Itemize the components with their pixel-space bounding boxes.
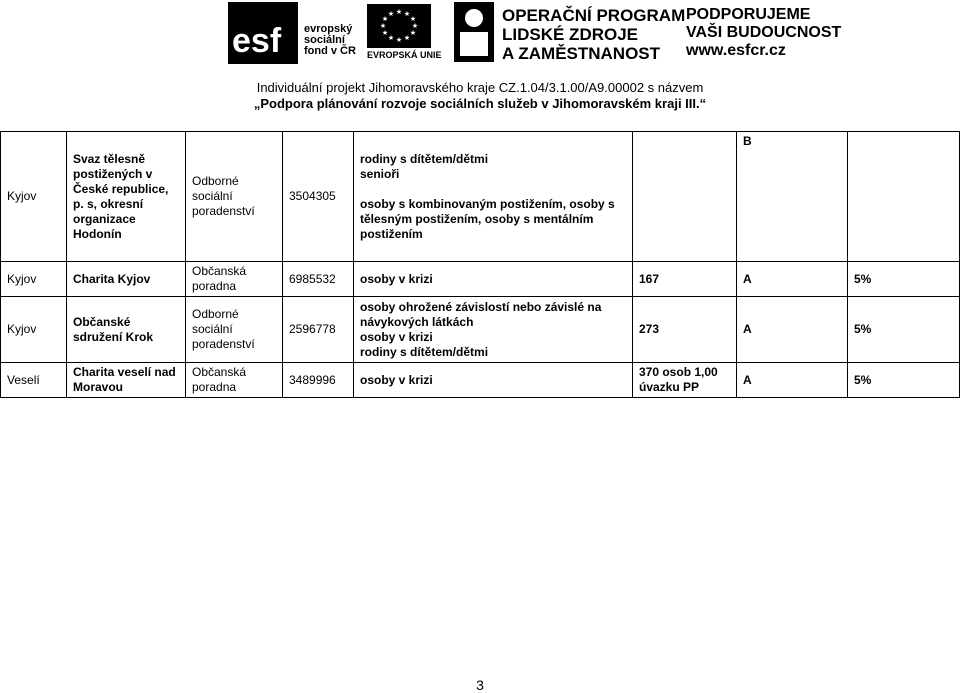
organization-cell: Charita veselí nad Moravou xyxy=(67,363,186,398)
program-line: LIDSKÉ ZDROJE xyxy=(502,25,639,44)
service-type-cell: Odborné sociální poradenství xyxy=(186,297,283,363)
svg-text:★: ★ xyxy=(409,15,417,23)
service-type-cell: Občanská poradna xyxy=(186,363,283,398)
svg-text:★: ★ xyxy=(379,22,387,30)
support-line: VAŠI BUDOUCNOST xyxy=(686,24,842,41)
target-group-line: osoby v krizi xyxy=(360,329,433,344)
category-cell: A xyxy=(737,262,848,297)
percent-cell: 5% xyxy=(848,363,960,398)
support-slogan xyxy=(686,6,841,60)
target-group-cell xyxy=(354,297,633,363)
esf-logo-icon xyxy=(228,2,298,64)
project-name: „Podpora plánování rozvoje sociálních služeb v Jihomoravském kraji III.“ xyxy=(253,96,707,111)
place-cell: Kyjov xyxy=(1,132,67,262)
service-type-cell: Občanská poradna xyxy=(186,262,283,297)
support-url: www.esfcr.cz xyxy=(686,42,786,59)
service-type-cell: Odborné sociální poradenství xyxy=(186,132,283,262)
esf-line: evropský xyxy=(304,23,353,35)
target-group-line: osoby v krizi xyxy=(360,271,433,286)
table-row xyxy=(1,363,960,398)
svg-text:★: ★ xyxy=(395,8,403,16)
organization-cell: Charita Kyjov xyxy=(67,262,186,297)
service-id-cell: 6985532 xyxy=(283,262,354,297)
target-group-cell xyxy=(354,262,633,297)
program-line: A ZAMĚSTNANOST xyxy=(502,44,661,63)
svg-text:★: ★ xyxy=(409,29,417,37)
organization-cell: Svaz tělesně postižených v České republice, p. s, okresní organizace Hodonín xyxy=(67,132,186,262)
capacity-cell: 273 xyxy=(633,297,737,363)
target-group-line: rodiny s dítětem/dětmi xyxy=(360,344,489,359)
target-group-line: osoby s kombinovaným postižením, osoby s tělesným postižením, osoby s mentálním postižením xyxy=(360,196,615,241)
support-line: PODPORUJEME xyxy=(686,6,811,23)
place-cell: Kyjov xyxy=(1,262,67,297)
organization-cell: Občanské sdružení Krok xyxy=(67,297,186,363)
capacity-cell xyxy=(633,132,737,262)
place-cell: Kyjov xyxy=(1,297,67,363)
capacity-cell: 370 osob 1,00 úvazku PP xyxy=(633,363,737,398)
table-row xyxy=(1,297,960,363)
percent-cell: 5% xyxy=(848,297,960,363)
esf-line: fond v ČR xyxy=(304,45,356,57)
svg-text:★: ★ xyxy=(403,10,411,18)
program-name xyxy=(502,6,685,63)
svg-text:★: ★ xyxy=(411,22,419,30)
svg-text:★: ★ xyxy=(395,36,403,44)
esf-caption xyxy=(304,24,356,57)
program-line: OPERAČNÍ PROGRAM xyxy=(502,6,686,25)
svg-text:★: ★ xyxy=(403,34,411,42)
services-table xyxy=(0,131,960,398)
eu-flag-icon xyxy=(367,4,431,48)
svg-text:★: ★ xyxy=(387,10,395,18)
esf-logo-text: esf xyxy=(232,22,282,60)
eu-label: EVROPSKÁ UNIE xyxy=(367,50,442,60)
percent-cell xyxy=(848,132,960,262)
service-id-cell: 3489996 xyxy=(283,363,354,398)
target-group-line: rodiny s dítětem/dětmi xyxy=(360,151,489,166)
svg-text:★: ★ xyxy=(381,15,389,23)
target-group-line: senioři xyxy=(360,166,400,181)
target-group-line xyxy=(360,182,626,197)
svg-text:★: ★ xyxy=(387,34,395,42)
esf-line: sociální xyxy=(304,34,345,46)
page-number: 3 xyxy=(476,677,484,693)
service-id-cell: 2596778 xyxy=(283,297,354,363)
table-row xyxy=(1,132,960,262)
project-title-line: Individuální projekt Jihomoravského kraje CZ.1.04/3.1.00/A9.00002 s názvem xyxy=(256,80,704,95)
target-group-line: osoby ohrožené závislostí nebo závislé na návykových látkách xyxy=(360,299,602,329)
target-group-cell xyxy=(354,132,633,262)
capacity-cell: 167 xyxy=(633,262,737,297)
percent-cell: 5% xyxy=(848,262,960,297)
header-logos xyxy=(228,0,868,66)
service-id-cell: 3504305 xyxy=(283,132,354,262)
place-cell: Veselí xyxy=(1,363,67,398)
target-group-line: osoby v krizi xyxy=(360,372,433,387)
oplz-logo-icon xyxy=(454,2,494,62)
table-row xyxy=(1,262,960,297)
svg-text:★: ★ xyxy=(381,29,389,37)
category-cell: A xyxy=(737,363,848,398)
category-cell: A xyxy=(737,297,848,363)
target-group-cell xyxy=(354,363,633,398)
category-cell: B xyxy=(737,132,848,262)
